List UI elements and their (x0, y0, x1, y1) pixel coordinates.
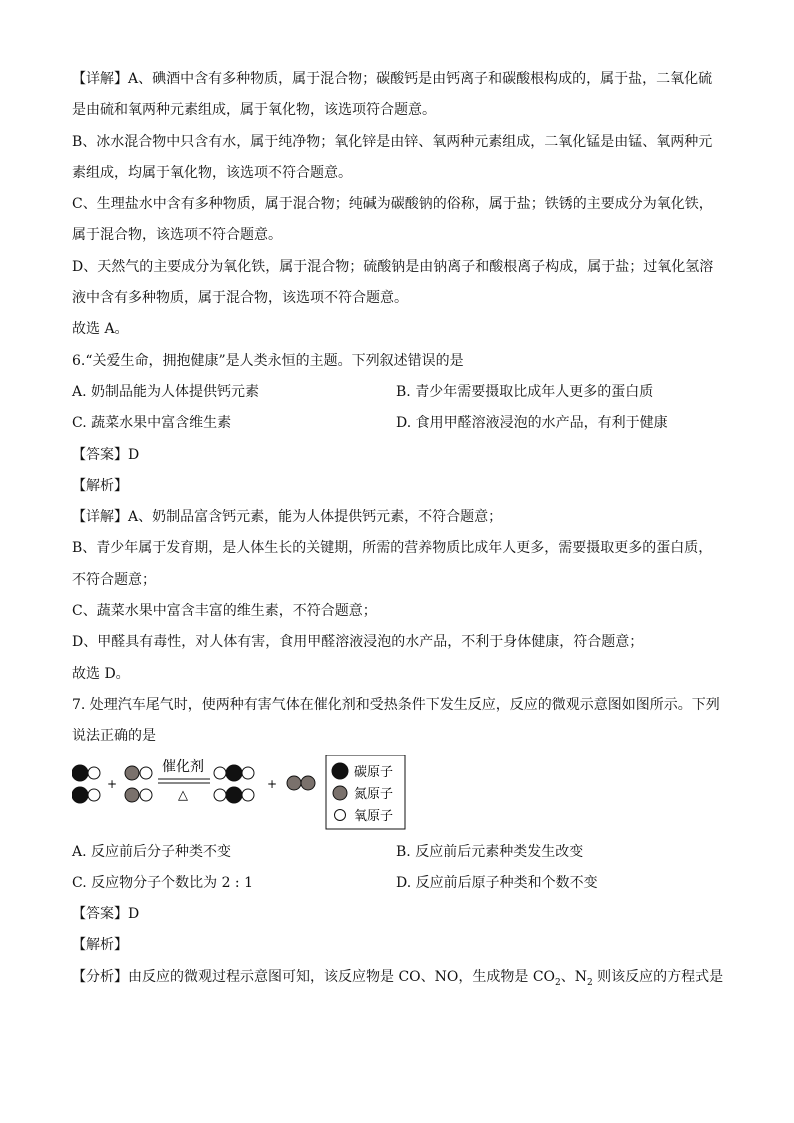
q5-explain-a-text: A、碘酒中含有多种物质，属于混合物；碳酸钙是由钙离子和碳酸根构成的，属于盐，二氧化硫 (128, 71, 713, 87)
q5-conclusion: 故选 A。 (72, 321, 129, 338)
legend-nitrogen-label: 氮原子 (354, 786, 394, 802)
nitrogen-atom (125, 788, 139, 802)
q6-explain-d: D、甲醛具有毒性，对人体有害，食用甲醛溶液浸泡的水产品，不利于身体健康，符合题意； (72, 634, 644, 651)
n2-subscript: 2 (587, 977, 593, 988)
q7-fenxi-text-b: 、N (560, 968, 587, 985)
oxygen-atom (242, 767, 254, 779)
no-molecule-top (125, 766, 152, 780)
q7-options-row2 (72, 868, 732, 899)
product-n2-molecule (287, 776, 315, 790)
q6-analysis-tag: 【解析】 (72, 477, 128, 494)
q7-fenxi (72, 962, 732, 999)
q6-answer-value: D (128, 446, 140, 463)
q6-option-c: C. 蔬菜水果中富含维生素 (72, 415, 232, 432)
no-molecule-bottom (125, 788, 152, 802)
nitrogen-atom (287, 776, 301, 790)
q6-answer (72, 440, 732, 471)
q6-explain-b-line2: 不符合题意； (72, 571, 156, 588)
legend-nitrogen-swatch (333, 786, 347, 800)
legend-oxygen-label: 氧原子 (354, 808, 394, 824)
q6-explain-a-text: A、奶制品富含钙元素，能为人体提供钙元素，不符合题意； (128, 509, 503, 526)
reactant-no-molecules (125, 766, 152, 802)
plus-sign-1: + (106, 776, 118, 791)
q6-option-a: A. 奶制品能为人体提供钙元素 (72, 383, 260, 400)
oxygen-atom (88, 767, 100, 779)
oxygen-atom (88, 789, 100, 801)
q7-option-a: A. 反应前后分子种类不变 (72, 843, 232, 860)
oxygen-atom (140, 767, 152, 779)
q7-answer (72, 899, 732, 930)
q7-answer-value: D (128, 906, 140, 923)
q6-option-d: D. 食用甲醛溶液浸泡的水产品，有利于健康 (396, 415, 668, 432)
q7-fenxi-text-a: 由反应的微观过程示意图可知，该反应物是 CO、NO，生成物是 CO (128, 968, 556, 985)
product-co2-molecules (214, 765, 254, 803)
oxygen-atom (140, 789, 152, 801)
q6-option-b: B. 青少年需要摄取比成年人更多的蛋白质 (396, 383, 654, 400)
q5-explain-c-line2: 属于混合物，该选项不符合题意。 (72, 227, 282, 244)
carbon-atom (72, 765, 88, 781)
carbon-atom (226, 787, 242, 803)
oxygen-atom (214, 789, 226, 801)
heat-symbol: △ (178, 787, 188, 803)
nitrogen-atom (125, 766, 139, 780)
q5-explain-c-line1: C、生理盐水中含有多种物质，属于混合物；纯碱为碳酸钠的俗称，属于盐；铁锈的主要成分为氧化铁， (72, 196, 713, 213)
carbon-atom (226, 765, 242, 781)
q7-option-b: B. 反应前后元素种类发生改变 (396, 843, 584, 860)
co2-subscript: 2 (555, 977, 561, 988)
oxygen-atom (242, 789, 254, 801)
q6-explain-c: C、蔬菜水果中富含丰富的维生素，不符合题意； (72, 603, 377, 620)
q5-explain-a-line2: 是由硫和氧两种元素组成，属于氧化物，该选项符合题意。 (72, 102, 436, 119)
q7-option-c: C. 反应物分子个数比为 2 : 1 (72, 874, 253, 891)
q7-analysis-tag: 【解析】 (72, 937, 128, 954)
legend-carbon-label: 碳原子 (354, 764, 394, 780)
q6-conclusion: 故选 D。 (72, 665, 130, 682)
co-molecule-bottom (72, 787, 100, 803)
reaction-diagram (72, 755, 732, 833)
answer-tag: 【答案】 (72, 446, 128, 463)
reaction-condition (158, 758, 210, 803)
q6-explain-b-line1: B、青少年属于发育期，是人体生长的关键期，所需的营养物质比成年人更多，需要摄取更多的蛋白质， (72, 540, 713, 557)
q5-explain-b-line2: 素组成，均属于氧化物，该选项不符合题意。 (72, 164, 352, 181)
q7-options-row1 (72, 837, 732, 868)
q7-fenxi-text-c: 则该反应的方程式是 (592, 968, 724, 985)
q7-option-d: D. 反应前后原子种类和个数不变 (396, 874, 598, 891)
co2-molecule-top (214, 765, 254, 781)
q6-options-row2 (72, 408, 732, 439)
q7-stem-line1: 7. 处理汽车尾气时，使两种有害气体在催化剂和受热条件下发生反应，反应的微观示意图如图所示。下列 (72, 696, 720, 713)
q5-explain-d-line2: 液中含有多种物质，属于混合物，该选项不符合题意。 (72, 290, 408, 307)
q6-explain-a (72, 502, 732, 533)
q7-stem-line2: 说法正确的是 (72, 728, 156, 745)
co2-molecule-bottom (214, 787, 254, 803)
fenxi-tag: 【分析】 (72, 968, 128, 985)
document-page (72, 64, 732, 999)
plus-sign-2: + (266, 776, 278, 791)
q6-options-row1 (72, 377, 732, 408)
q5-explain-d-line1: D、天然气的主要成分为氧化铁，属于混合物；硫酸钠是由钠离子和酸根离子构成，属于盐；过氧化氢溶 (72, 258, 714, 275)
oxygen-atom (214, 767, 226, 779)
q5-explain-a-line1 (72, 64, 732, 95)
explain-tag: 【详解】 (72, 509, 128, 526)
legend-carbon-swatch (332, 763, 348, 779)
q5-explain-b-line1: B、冰水混合物中只含有水，属于纯净物；氧化锌是由锌、氧两种元素组成，二氧化锰是由锰、氧两种元 (72, 133, 713, 150)
nitrogen-atom (301, 776, 315, 790)
q6-stem: 6.“关爱生命，拥抱健康”是人类永恒的主题。下列叙述错误的是 (72, 352, 464, 369)
carbon-atom (72, 787, 88, 803)
answer-tag: 【答案】 (72, 906, 128, 923)
reactant-co-molecules (72, 765, 100, 803)
co-molecule-top (72, 765, 100, 781)
legend-oxygen-swatch (335, 809, 346, 820)
catalyst-label: 催化剂 (162, 758, 204, 775)
legend (326, 755, 405, 829)
reaction-diagram-svg (72, 755, 472, 833)
explain-tag: 【详解】 (72, 71, 128, 87)
